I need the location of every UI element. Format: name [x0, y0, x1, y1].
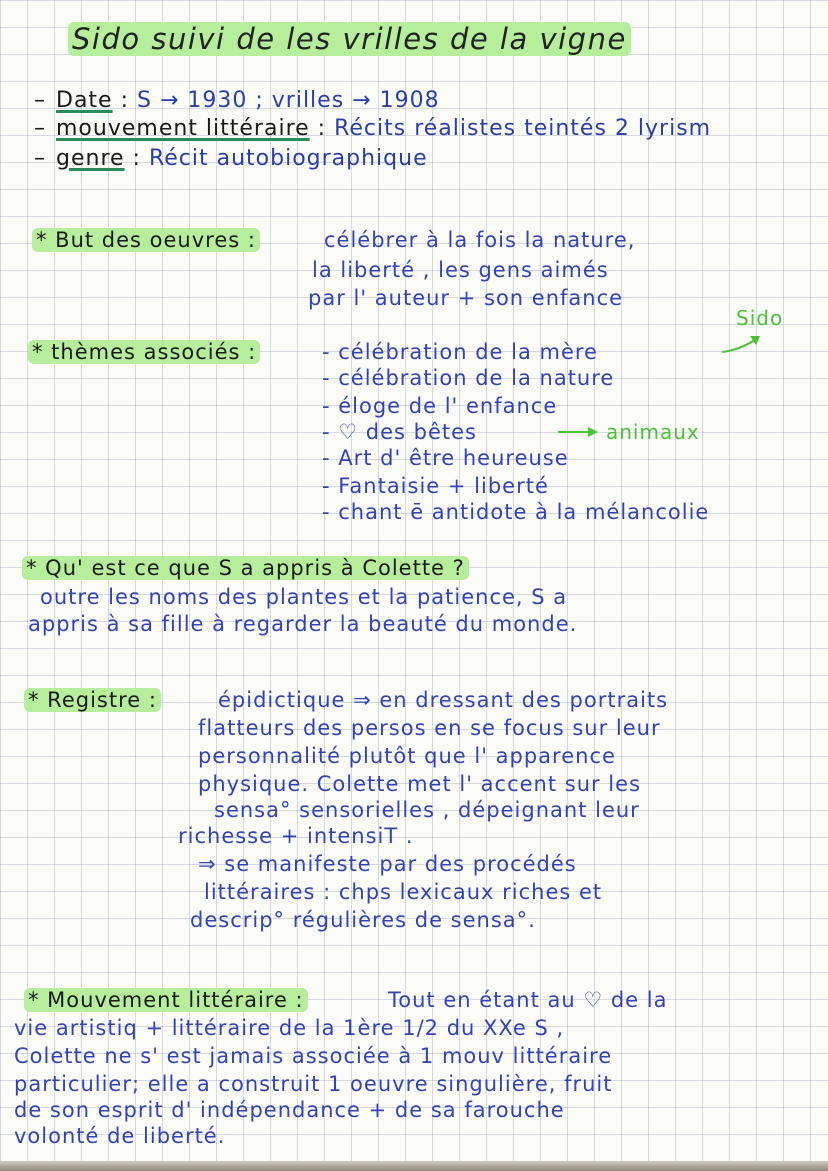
- movement-label: mouvement littéraire: [56, 116, 310, 141]
- theme-item: - chant ē antidote à la mélancolie: [322, 500, 710, 524]
- mouvement-first-line-rest: Tout en étant au ♡ de la: [388, 988, 668, 1012]
- mouvement-heading: * Mouvement littéraire :: [24, 988, 308, 1012]
- registre-line: épidictique ⇒ en dressant des portraits: [218, 688, 669, 712]
- but-line-1: célébrer à la fois la nature,: [324, 228, 636, 252]
- genre-value: Récit autobiographique: [148, 146, 428, 171]
- date-line: – Date : S → 1930 ; vrilles → 1908: [34, 88, 440, 113]
- question-line-2: appris à sa fille à regarder la beauté du monde.: [28, 612, 578, 636]
- mouvement-line: volonté de liberté.: [14, 1124, 226, 1148]
- registre-line: sensa° sensorielles , dépeignant leur: [214, 798, 640, 822]
- registre-line: physique. Colette met l' accent sur les: [198, 772, 642, 796]
- theme-item: - ♡ des bêtes: [322, 420, 477, 444]
- page-title: Sido suivi de les vrilles de la vigne: [68, 22, 631, 56]
- but-line-2: la liberté , les gens aimés: [312, 258, 609, 282]
- registre-line: ⇒ se manifeste par des procédés: [198, 852, 577, 876]
- sido-arrow-icon: [720, 330, 770, 355]
- registre-line: littéraires : chps lexicaux riches et: [204, 880, 603, 904]
- theme-item: - célébration de la mère: [322, 340, 598, 364]
- theme-item: - célébration de la nature: [322, 366, 615, 390]
- question-line-1: outre les noms des plantes et la patience, S a: [40, 585, 568, 609]
- question-heading: * Qu' est ce que S a appris à Colette ?: [22, 556, 469, 580]
- movement-line: – mouvement littéraire : Récits réalistes teintés 2 lyrism: [34, 116, 712, 141]
- mouvement-line: Colette ne s' est jamais associée à 1 mouv littéraire: [14, 1044, 613, 1068]
- mouvement-line: particulier; elle a construit 1 oeuvre singulière, fruit: [14, 1072, 613, 1096]
- movement-value: Récits réalistes teintés 2 lyrism: [334, 116, 712, 141]
- genre-label: genre: [56, 146, 125, 171]
- registre-line: richesse + intensiT .: [178, 824, 414, 848]
- mouvement-line: de son esprit d' indépendance + de sa farouche: [14, 1098, 565, 1122]
- theme-item: - éloge de l' enfance: [322, 394, 558, 418]
- theme-item: - Fantaisie + liberté: [322, 474, 549, 498]
- animaux-note: animaux: [606, 420, 700, 444]
- date-value: S → 1930 ; vrilles → 1908: [137, 88, 440, 113]
- registre-line: personnalité plutôt que l' apparence: [198, 744, 616, 768]
- registre-heading: * Registre :: [24, 688, 161, 712]
- sido-note: Sido: [736, 306, 784, 330]
- animaux-arrow-icon: [556, 424, 601, 440]
- date-label: Date: [56, 88, 113, 113]
- but-line-3: par l' auteur + son enfance: [308, 286, 624, 310]
- registre-line: descrip° régulières de sensa°.: [190, 908, 536, 932]
- themes-heading: * thèmes associés :: [28, 340, 260, 364]
- registre-line: flatteurs des persos en se focus sur leur: [198, 716, 661, 740]
- but-heading: * But des oeuvres :: [32, 228, 260, 252]
- theme-item: - Art d' être heureuse: [322, 446, 569, 470]
- mouvement-line: vie artistiq + littéraire de la 1ère 1/2 du XXe S ,: [14, 1016, 565, 1040]
- page-bottom-edge: [0, 1161, 828, 1171]
- genre-line: – genre : Récit autobiographique: [34, 146, 428, 171]
